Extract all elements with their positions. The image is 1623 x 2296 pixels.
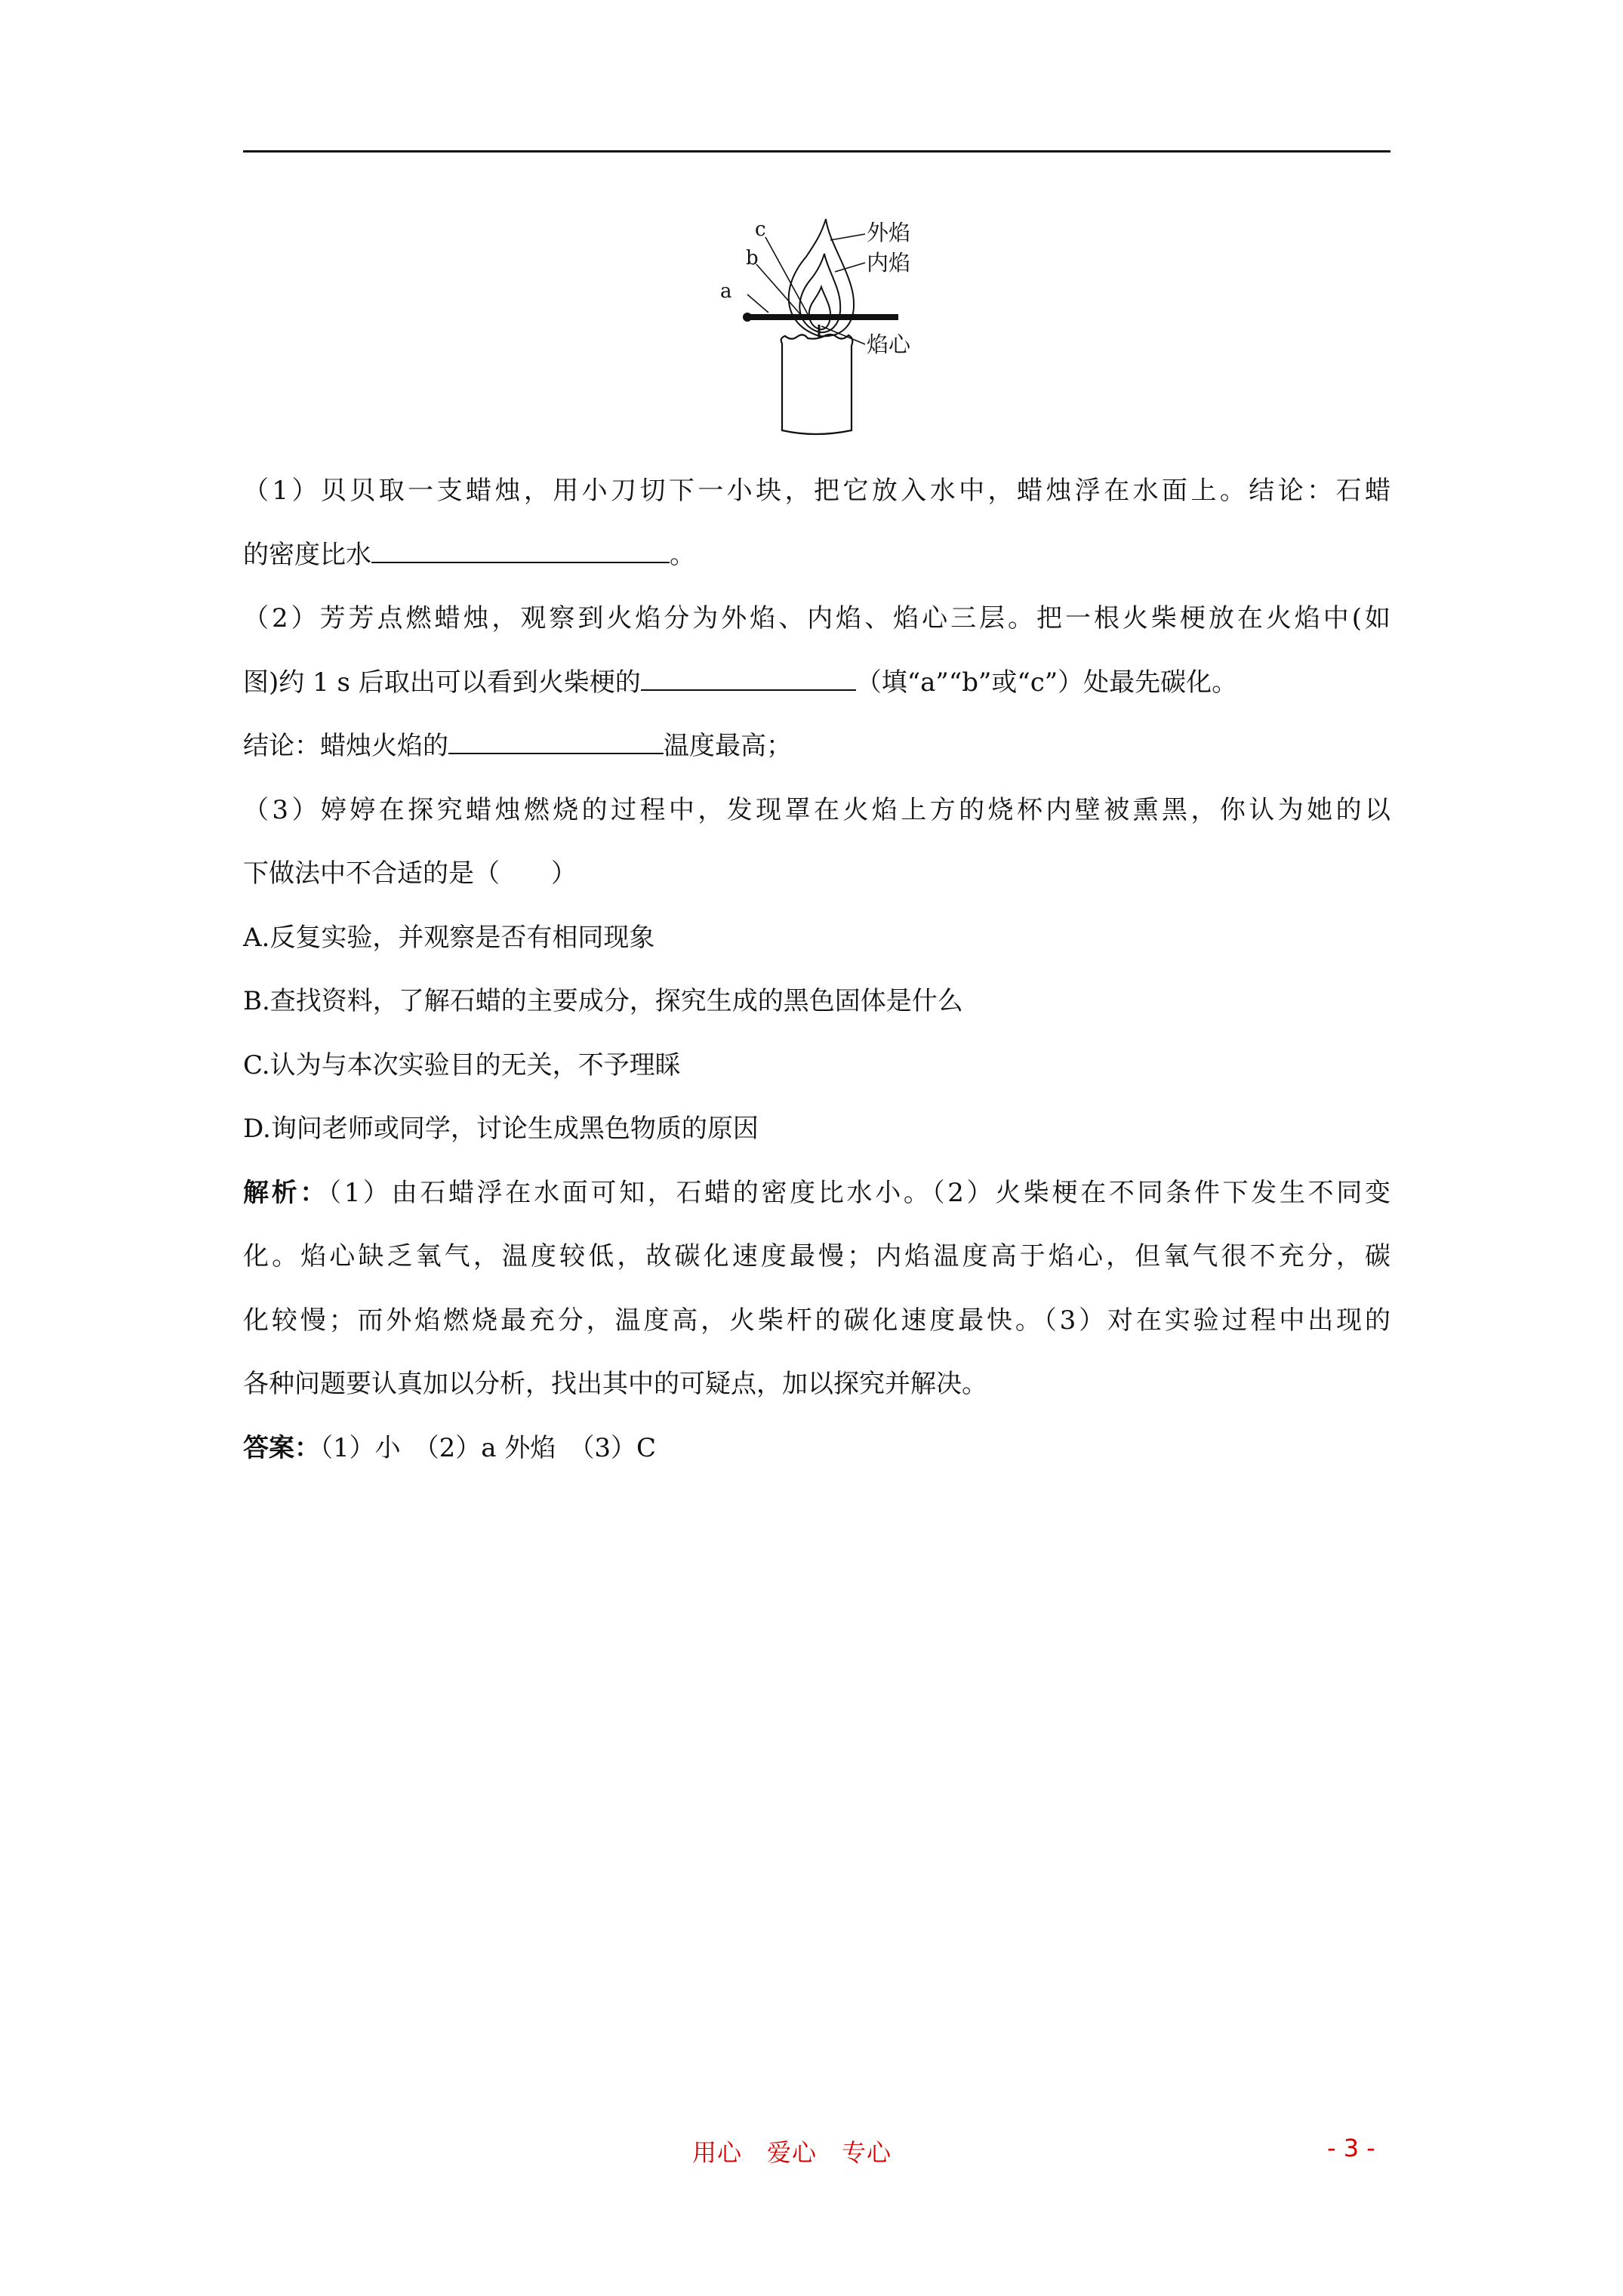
q2-answer-blank-2 <box>448 727 664 754</box>
inner-flame-shape <box>799 254 840 332</box>
q2-line3-after: 温度最高； <box>664 731 792 761</box>
q2-line3-before: 结论：蜡烛火焰的 <box>243 731 448 761</box>
q1-line1: （1）贝贝取一支蜡烛，用小刀切下一小块，把它放入水中，蜡烛浮在水面上。结论：石蜡 <box>243 476 1390 506</box>
q2-line1: （2）芳芳点燃蜡烛，观察到火焰分为外焰、内焰、焰心三层。把一根火柴梗放在火焰中(如 <box>243 603 1390 633</box>
label-a: a <box>720 280 732 303</box>
q3-line2: 下做法中不合适的是（ ） <box>243 858 577 889</box>
q1-answer-blank <box>371 536 670 563</box>
q1-line2-before: 的密度比水 <box>243 539 371 570</box>
q2-answer-blank-1 <box>641 664 856 691</box>
question-content <box>243 459 1390 1480</box>
option-a: A.反复实验，并观察是否有相同现象 <box>243 922 655 953</box>
answer-line <box>243 1416 1390 1481</box>
q3-line1: （3）婷婷在探究蜡烛燃烧的过程中，发现罩在火焰上方的烧杯内壁被熏黑，你认为她的以 <box>243 794 1390 825</box>
analysis-line1 <box>243 1161 1390 1225</box>
matchstick <box>747 314 898 320</box>
label-c: c <box>755 218 766 241</box>
analysis-text-1: （1）由石蜡浮在水面可知，石蜡的密度比水小。（2）火柴梗在不同条件下发生不同变 <box>328 1177 1390 1208</box>
label-flame-core: 焰心 <box>867 331 911 357</box>
q2-line2 <box>243 651 1390 715</box>
q2-line2-before: 图)约 1 s 后取出可以看到火柴梗的 <box>243 667 641 698</box>
label-b: b <box>746 247 759 270</box>
q1-line2-after: 。 <box>670 539 695 570</box>
label-outer-flame: 外焰 <box>867 220 911 245</box>
flame-core-shape <box>809 287 830 329</box>
q2-line3 <box>243 714 1390 778</box>
analysis-line2: 化。焰心缺乏氧气，温度较低，故碳化速度最慢；内焰温度高于焰心，但氧气很不充分，碳 <box>243 1241 1390 1271</box>
page-number: - 3 - <box>1327 2134 1375 2162</box>
analysis-line3: 化较慢；而外焰燃烧最充分，温度高，火柴杆的碳化速度最快。（3）对在实验过程中出现的 <box>243 1305 1390 1336</box>
candle-flame-figure <box>710 211 944 445</box>
answer-label: 答案： <box>243 1432 320 1463</box>
label-inner-flame: 内焰 <box>867 250 911 276</box>
answer-text: （1）小 （2）a 外焰 （3）C <box>320 1432 656 1463</box>
analysis-label: 解析： <box>243 1177 329 1208</box>
analysis-line4: 各种问题要认真加以分析，找出其中的可疑点，加以探究并解决。 <box>243 1369 987 1399</box>
footer-slogan: 用心 爱心 专心 <box>692 2138 892 2167</box>
header-rule <box>243 150 1390 153</box>
matchstick-head <box>743 313 752 322</box>
option-b: B.查找资料，了解石蜡的主要成分，探究生成的黑色固体是什么 <box>243 986 963 1016</box>
q1-line2 <box>243 523 1390 587</box>
option-c: C.认为与本次实验目的无关，不予理睬 <box>243 1049 681 1080</box>
q2-line2-after: （填“a”“b”或“c”）处最先碳化。 <box>855 667 1238 698</box>
candle-body <box>781 334 853 434</box>
option-d: D.询问老师或同学，讨论生成黑色物质的原因 <box>243 1114 759 1144</box>
